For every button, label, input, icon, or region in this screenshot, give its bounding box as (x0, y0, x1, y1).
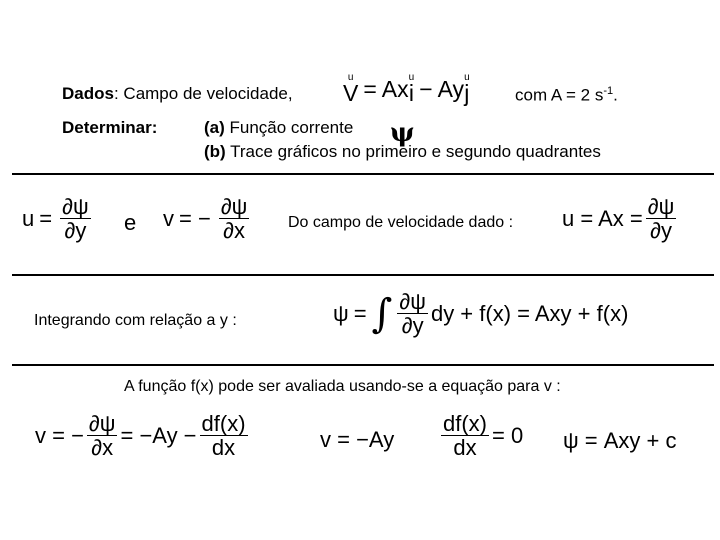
numerator: df(x) (201, 411, 246, 436)
integral-sign: ∫ (371, 290, 393, 337)
fraction-dpsi-dy-3 (397, 290, 428, 337)
u-definition (22, 195, 94, 242)
denominator: ∂x (223, 218, 246, 244)
fraction-dfx-dx-2 (441, 412, 489, 459)
vector-i (409, 74, 415, 105)
fraction-dpsi-dy (60, 195, 91, 242)
v-lhs: v (163, 205, 174, 231)
dfx-zero (438, 412, 523, 459)
item-a-text: Função corrente (224, 118, 354, 137)
denominator: ∂x (91, 435, 114, 461)
divider-2 (12, 274, 714, 276)
u-given (562, 195, 679, 242)
velocity-note: Do campo de velocidade dado : (288, 214, 514, 231)
vec-marker-j: u (464, 72, 470, 83)
velocity-Ax: Ax (381, 76, 409, 102)
v-definition (163, 195, 252, 242)
com-constant (515, 85, 618, 106)
numerator: ∂ψ (220, 194, 248, 219)
velocity-Ay: Ay (437, 76, 465, 102)
denominator: ∂y (401, 313, 424, 339)
numerator: ∂ψ (399, 289, 426, 314)
item-a (204, 118, 353, 138)
integration-equation (333, 290, 628, 337)
denominator: ∂y (64, 218, 87, 244)
u-lhs: u (22, 205, 35, 231)
velocity-j: j (464, 80, 470, 106)
divider-3 (12, 364, 714, 366)
item-b (204, 142, 601, 162)
item-a-label: (a) (204, 118, 225, 137)
dados-label: Dados (62, 84, 114, 103)
vector-V (343, 74, 358, 105)
item-b-label: (b) (204, 142, 226, 161)
vec-marker-i: u (408, 72, 415, 83)
numerator: df(x) (443, 411, 487, 436)
denominator: ∂y (650, 218, 672, 244)
com-end: . (613, 85, 618, 105)
u-rhs: u = Ax = (562, 205, 643, 231)
fraction-dpsi-dx (219, 195, 250, 242)
v-eq-minus: = − (179, 205, 211, 231)
fraction-dpsi-dy-2 (646, 195, 677, 242)
velocity-minus: − (419, 76, 433, 102)
psi: ψ (333, 300, 349, 326)
com-text: com A = 2 s (515, 85, 604, 105)
determinar-label: Determinar: (62, 118, 158, 137)
eq1-lhs: v = − (35, 422, 84, 448)
velocity-i: i (408, 80, 414, 106)
psi-symbol: ψ (390, 118, 415, 148)
fraction-dfx-dx (200, 412, 248, 459)
com-exp: -1 (603, 85, 614, 97)
eq1-mid: = −Ay − (120, 422, 197, 448)
integration-rest: dy + f(x) = Axy + f(x) (430, 300, 629, 326)
velocity-field-equation (343, 74, 470, 105)
integration-label: Integrando com relação a y : (34, 312, 237, 329)
vector-j (464, 74, 470, 105)
u-eq: = (39, 205, 53, 231)
numerator: ∂ψ (88, 411, 116, 436)
vec-marker-V: u (347, 72, 354, 83)
velocity-V: V (343, 80, 359, 106)
and-word: e (124, 210, 137, 235)
dados-text: : Campo de velocidade, (113, 84, 293, 103)
fraction-dpsi-dx-2 (87, 412, 118, 459)
denominator: dx (453, 435, 477, 461)
item-b-text: Trace gráficos no primeiro e segundo quadrantes (225, 142, 601, 161)
stream-function-result: ψ = Axy + c (563, 428, 677, 453)
eq3-rhs: = 0 (492, 422, 524, 448)
v-derivation (35, 412, 251, 459)
numerator: ∂ψ (62, 194, 89, 219)
numerator: ∂ψ (647, 194, 675, 219)
evaluation-label: A função f(x) pode ser avaliada usando-se a equação para v : (124, 378, 561, 395)
v-given: v = −Ay (320, 427, 395, 452)
psi-eq: = (353, 300, 367, 326)
dados-line (62, 84, 293, 104)
denominator: dx (211, 435, 236, 461)
divider-1 (12, 173, 714, 175)
velocity-eq: = (363, 76, 377, 102)
